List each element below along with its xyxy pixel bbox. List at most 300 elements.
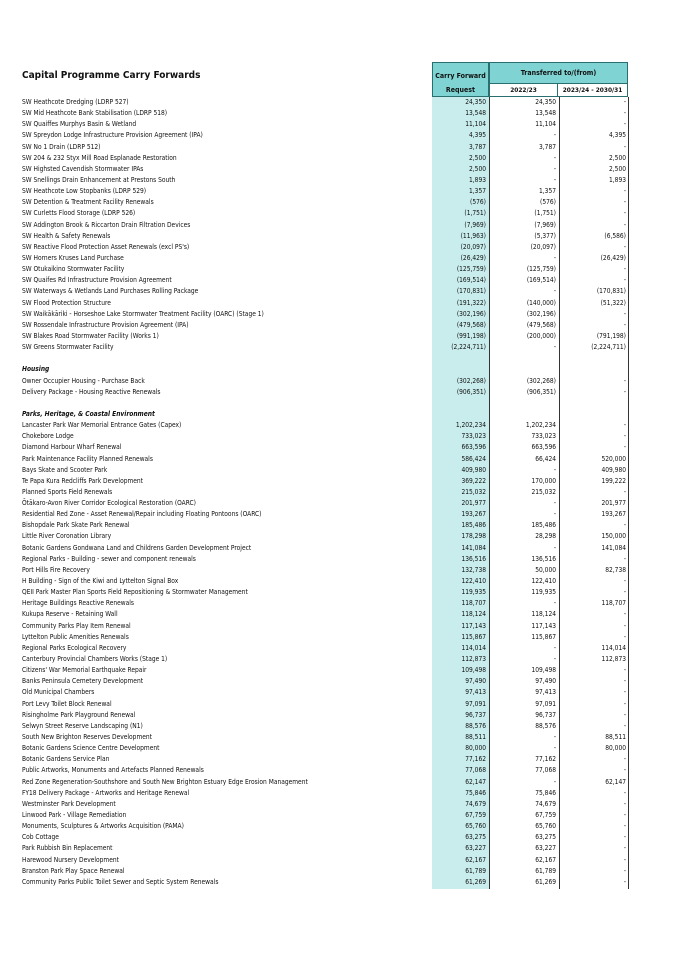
row-transfer-2022-23: 67,759 [535, 811, 556, 819]
row-transfer-2022-23: 136,516 [531, 554, 556, 563]
table-row [0, 765, 675, 776]
row-transfer-2023-31: 80,000 [605, 744, 626, 753]
row-transfer-2023-31: - [623, 610, 626, 619]
row-carry-forward-request: 97,091 [465, 699, 486, 708]
row-transfer-2023-31: - [623, 320, 626, 329]
row-carry-forward-request: 74,679 [465, 799, 486, 808]
row-transfer-2023-31: - [623, 577, 626, 586]
row-transfer-2022-23: 109,498 [531, 666, 556, 675]
row-carry-forward-request: 61,269 [465, 877, 486, 886]
row-transfer-2022-23: 122,410 [531, 577, 556, 586]
row-transfer-2022-23: (302,196) [526, 309, 556, 318]
row-transfer-2022-23: 11,104 [535, 120, 556, 129]
row-carry-forward-request: 63,227 [465, 844, 486, 853]
row-carry-forward-request: 118,707 [461, 599, 486, 608]
row-description: H Building - Sign of the Kiwi and Lyttelton Signal Box [22, 577, 179, 586]
table-row [0, 142, 675, 153]
table-row [0, 721, 675, 732]
table-row [0, 866, 675, 877]
row-description: Residential Red Zone - Asset Renewal/Repair including Floating Pontoons (OARC) [22, 510, 262, 519]
table-row [0, 609, 675, 620]
row-transfer-2022-23: 97,413 [535, 688, 556, 697]
row-description: Cob Cottage [22, 833, 59, 842]
row-transfer-2023-31: (2,224,711) [591, 343, 626, 352]
row-transfer-2023-31: - [623, 877, 626, 886]
header-request-line2: Request [445, 86, 476, 94]
row-description: Linwood Park - Village Remediation [22, 811, 127, 819]
table-row [0, 342, 675, 353]
row-transfer-2023-31: - [623, 265, 626, 274]
table-row [0, 821, 675, 832]
row-carry-forward-request: 185,486 [461, 521, 486, 530]
row-transfer-2022-23: - [553, 599, 556, 608]
row-description: Housing [22, 365, 50, 374]
blank-row [0, 353, 675, 364]
row-transfer-2023-31: - [623, 432, 626, 441]
row-transfer-2023-31: - [623, 98, 626, 106]
row-carry-forward-request: 80,000 [465, 744, 486, 753]
row-carry-forward-request: 13,548 [465, 109, 486, 118]
row-transfer-2023-31: 1,893 [609, 175, 626, 184]
row-carry-forward-request: (302,268) [456, 376, 486, 385]
row-description: SW 204 & 232 Styx Mill Road Esplanade Restoration [22, 153, 177, 162]
table-row [0, 676, 675, 687]
row-description: SW Waterways & Wetlands Land Purchases Rolling Package [22, 287, 199, 296]
row-carry-forward-request: (2,224,711) [451, 343, 486, 352]
row-transfer-2022-23: 61,269 [535, 877, 556, 886]
row-carry-forward-request: (11,963) [460, 231, 486, 240]
row-carry-forward-request: 369,222 [461, 476, 486, 485]
table-row [0, 531, 675, 542]
row-transfer-2023-31: - [623, 487, 626, 496]
row-transfer-2023-31: - [623, 632, 626, 641]
row-transfer-2023-31: - [623, 666, 626, 675]
row-description: Public Artworks, Monuments and Artefacts Planned Renewals [22, 766, 204, 775]
row-transfer-2022-23: (7,969) [534, 220, 556, 229]
row-transfer-2022-23: 88,576 [535, 721, 556, 730]
row-transfer-2022-23: - [553, 131, 556, 140]
table-row [0, 286, 675, 297]
row-transfer-2023-31: 2,500 [609, 153, 626, 162]
row-transfer-2023-31: (26,429) [600, 253, 626, 262]
table-row [0, 665, 675, 676]
row-transfer-2022-23: - [553, 777, 556, 786]
row-description: SW Snellings Drain Enhancement at Prestons South [22, 175, 176, 184]
table-row [0, 208, 675, 219]
row-description: Botanic Gardens Gondwana Land and Childrens Garden Development Project [22, 543, 252, 552]
row-transfer-2023-31: 112,873 [601, 655, 626, 664]
row-carry-forward-request: (7,969) [464, 220, 486, 229]
table-row [0, 621, 675, 632]
row-transfer-2022-23: - [553, 465, 556, 474]
row-transfer-2022-23: (302,268) [526, 376, 556, 385]
row-transfer-2022-23: 63,275 [535, 833, 556, 842]
row-transfer-2023-31: 88,511 [605, 733, 626, 742]
table-row [0, 130, 675, 141]
table-row [0, 153, 675, 164]
row-description: Lyttelton Public Amenities Renewals [22, 632, 129, 641]
row-transfer-2023-31: 4,395 [609, 131, 626, 140]
table-row [0, 877, 675, 888]
table-row [0, 175, 675, 186]
row-description: Port Levy Toilet Block Renewal [22, 699, 112, 708]
row-transfer-2022-23: - [553, 643, 556, 652]
row-transfer-2023-31: 193,267 [601, 510, 626, 519]
row-transfer-2022-23: 96,737 [535, 710, 556, 719]
row-transfer-2022-23: - [553, 744, 556, 753]
row-transfer-2023-31: - [623, 621, 626, 630]
row-transfer-2022-23: (20,097) [530, 242, 556, 251]
table-row [0, 465, 675, 476]
row-description: SW Detention & Treatment Facility Renewals [22, 198, 154, 207]
row-description: Delivery Package - Housing Reactive Renewals [22, 387, 161, 396]
row-description: SW Blakes Road Stormwater Facility (Works 1) [22, 331, 159, 340]
row-carry-forward-request: (906,351) [456, 387, 486, 396]
row-transfer-2023-31: - [623, 822, 626, 831]
table-row [0, 832, 675, 843]
table-row [0, 275, 675, 286]
row-transfer-2023-31: 2,500 [609, 164, 626, 173]
row-transfer-2023-31: - [623, 833, 626, 842]
row-transfer-2023-31: - [623, 688, 626, 697]
row-carry-forward-request: (991,198) [456, 331, 486, 340]
page-title: Capital Programme Carry Forwards [22, 70, 201, 81]
row-transfer-2022-23: (906,351) [526, 387, 556, 396]
row-description: Lancaster Park War Memorial Entrance Gates (Capex) [22, 421, 182, 430]
row-transfer-2023-31: - [623, 588, 626, 597]
row-carry-forward-request: (20,097) [460, 242, 486, 251]
header-2023-31: 2023/24 - 2030/31 [558, 84, 628, 97]
table-row [0, 298, 675, 309]
row-transfer-2023-31: - [623, 677, 626, 686]
table-row [0, 331, 675, 342]
blank-row [0, 398, 675, 409]
row-description: SW Reactive Flood Protection Asset Renewals (excl PS's) [22, 242, 190, 251]
row-carry-forward-request: (191,322) [456, 298, 486, 307]
table-row [0, 164, 675, 175]
row-transfer-2023-31: 201,977 [601, 499, 626, 508]
table-row [0, 576, 675, 587]
row-transfer-2022-23: 170,000 [531, 476, 556, 485]
row-description: Ōtākaro-Avon River Corridor Ecological Restoration (OARC) [22, 499, 196, 508]
row-carry-forward-request: 63,275 [465, 833, 486, 842]
row-description: Parks, Heritage, & Coastal Environment [22, 409, 155, 418]
table-row [0, 420, 675, 431]
row-transfer-2022-23: (479,568) [526, 320, 556, 329]
row-carry-forward-request: 409,980 [461, 465, 486, 474]
row-transfer-2022-23: 215,032 [531, 487, 556, 496]
row-description: South New Brighton Reserves Development [22, 733, 152, 742]
row-description: SW Spreydon Lodge Infrastructure Provision Agreement (IPA) [22, 131, 203, 140]
row-carry-forward-request: 2,500 [469, 164, 486, 173]
row-carry-forward-request: 119,935 [461, 588, 486, 597]
row-carry-forward-request: 77,162 [465, 755, 486, 764]
row-transfer-2022-23: 1,357 [539, 187, 556, 196]
row-description: Chokebore Lodge [22, 432, 74, 441]
row-transfer-2023-31: 150,000 [601, 532, 626, 541]
row-transfer-2023-31: - [623, 721, 626, 730]
table-row [0, 687, 675, 698]
row-description: Canterbury Provincial Chambers Works (Stage 1) [22, 655, 168, 664]
row-description: Westminster Park Development [22, 799, 116, 808]
row-transfer-2022-23: 115,867 [531, 632, 556, 641]
row-carry-forward-request: (125,759) [456, 265, 486, 274]
row-transfer-2023-31: - [623, 376, 626, 385]
table-row [0, 442, 675, 453]
row-transfer-2022-23: - [553, 499, 556, 508]
table-row [0, 587, 675, 598]
row-carry-forward-request: 75,846 [465, 788, 486, 797]
row-transfer-2023-31: - [623, 120, 626, 129]
row-carry-forward-request: 61,789 [465, 866, 486, 875]
row-transfer-2022-23: 3,787 [539, 142, 556, 151]
row-transfer-2022-23: 77,162 [535, 755, 556, 764]
row-transfer-2023-31: - [623, 242, 626, 251]
row-carry-forward-request: 178,298 [461, 532, 486, 541]
row-transfer-2023-31: 409,980 [601, 465, 626, 474]
row-carry-forward-request: 1,893 [469, 175, 486, 184]
row-transfer-2022-23: - [553, 253, 556, 262]
row-carry-forward-request: 77,068 [465, 766, 486, 775]
row-description: Bishopdale Park Skate Park Renewal [22, 521, 130, 530]
row-carry-forward-request: 97,413 [465, 688, 486, 697]
row-description: Te Papa Kura Redcliffs Park Development [22, 476, 143, 485]
row-description: Citizens' War Memorial Earthquake Repair [22, 666, 147, 675]
row-carry-forward-request: (1,751) [464, 209, 486, 218]
row-description: SW Greens Stormwater Facility [22, 343, 114, 352]
carry-forward-request-header [432, 62, 489, 97]
row-description: Regional Parks Ecological Recovery [22, 643, 127, 652]
row-transfer-2022-23: 28,298 [535, 532, 556, 541]
row-description: Old Municipal Chambers [22, 688, 95, 697]
row-description: SW Heathcote Low Stopbanks (LDRP 529) [22, 187, 147, 196]
row-carry-forward-request: 96,737 [465, 710, 486, 719]
row-transfer-2022-23: 13,548 [535, 109, 556, 118]
row-description: QEII Park Master Plan Sports Field Repositioning & Stormwater Management [22, 588, 248, 597]
row-transfer-2023-31: - [623, 109, 626, 118]
row-carry-forward-request: 62,167 [465, 855, 486, 864]
row-transfer-2023-31: - [623, 309, 626, 318]
row-transfer-2022-23: 77,068 [535, 766, 556, 775]
row-carry-forward-request: 141,084 [461, 543, 486, 552]
row-transfer-2023-31: - [623, 799, 626, 808]
table-row [0, 843, 675, 854]
row-transfer-2022-23: (1,751) [534, 209, 556, 218]
row-description: Bays Skate and Scooter Park [22, 465, 108, 474]
table-row [0, 799, 675, 810]
row-transfer-2022-23: 66,424 [535, 454, 556, 463]
table-row [0, 699, 675, 710]
row-carry-forward-request: 215,032 [461, 487, 486, 496]
row-carry-forward-request: 65,760 [465, 822, 486, 831]
row-description: Red Zone Regeneration-Southshore and South New Brighton Estuary Edge Erosion Management [22, 777, 308, 786]
row-description: Park Rubbish Bin Replacement [22, 844, 113, 853]
row-transfer-2022-23: - [553, 510, 556, 519]
table-row [0, 309, 675, 320]
table-row [0, 598, 675, 609]
table-row [0, 431, 675, 442]
row-carry-forward-request: 97,490 [465, 677, 486, 686]
row-transfer-2023-31: 141,084 [601, 543, 626, 552]
row-carry-forward-request: 67,759 [465, 811, 486, 819]
row-description: SW Rossendale Infrastructure Provision Agreement (IPA) [22, 320, 189, 329]
row-carry-forward-request: (26,429) [460, 253, 486, 262]
table-row [0, 554, 675, 565]
row-carry-forward-request: (302,196) [456, 309, 486, 318]
table-row [0, 487, 675, 498]
row-carry-forward-request: (169,514) [456, 276, 486, 285]
row-description: SW Horners Kruses Land Purchase [22, 253, 124, 262]
table-row [0, 476, 675, 487]
row-description: Botanic Gardens Service Plan [22, 755, 110, 764]
row-description: Monuments, Sculptures & Artworks Acquisition (PAMA) [22, 822, 184, 831]
table-row [0, 119, 675, 130]
section-heading-row [0, 409, 675, 420]
row-description: Risingholme Park Playground Renewal [22, 710, 136, 719]
table-row [0, 376, 675, 387]
table-row [0, 509, 675, 520]
row-transfer-2023-31: (6,586) [604, 231, 626, 240]
table-row [0, 97, 675, 108]
row-description: SW Highsted Cavendish Stormwater IPAs [22, 164, 144, 173]
row-carry-forward-request: 11,104 [465, 120, 486, 129]
row-transfer-2022-23: 75,846 [535, 788, 556, 797]
row-description: Heritage Buildings Reactive Renewals [22, 599, 135, 608]
row-description: SW Quaifes Rd Infrastructure Provision Agreement [22, 276, 172, 285]
row-description: SW Waikākāriki - Horseshoe Lake Stormwater Treatment Facility (OARC) (Stage 1) [22, 309, 264, 318]
row-transfer-2023-31: (791,198) [596, 331, 626, 340]
header-request-line1: Carry Forward [435, 72, 486, 80]
row-transfer-2023-31: - [623, 421, 626, 430]
row-transfer-2022-23: - [553, 655, 556, 664]
table-row [0, 543, 675, 554]
row-transfer-2023-31: - [623, 866, 626, 875]
row-description: Kukupa Reserve - Retaining Wall [22, 610, 118, 619]
table-row [0, 810, 675, 821]
row-transfer-2023-31: - [623, 387, 626, 396]
row-carry-forward-request: 62,147 [465, 777, 486, 786]
table-row [0, 743, 675, 754]
row-description: Community Parks Public Toilet Sewer and Septic System Renewals [22, 877, 219, 886]
row-carry-forward-request: 4,395 [469, 131, 486, 140]
row-transfer-2022-23: 118,124 [531, 610, 556, 619]
row-carry-forward-request: 586,424 [461, 454, 486, 463]
row-transfer-2023-31: - [623, 699, 626, 708]
row-transfer-2022-23: (200,000) [526, 331, 556, 340]
row-carry-forward-request: 132,738 [461, 565, 486, 574]
row-description: Regional Parks - Building - sewer and component renewals [22, 554, 196, 563]
row-transfer-2023-31: - [623, 766, 626, 775]
row-transfer-2023-31: - [623, 788, 626, 797]
row-carry-forward-request: 117,143 [461, 621, 486, 630]
table-row [0, 754, 675, 765]
row-transfer-2023-31: (170,831) [596, 287, 626, 296]
row-carry-forward-request: 1,357 [469, 187, 486, 196]
row-transfer-2022-23: - [553, 733, 556, 742]
row-carry-forward-request: 201,977 [461, 499, 486, 508]
row-transfer-2022-23: - [553, 287, 556, 296]
row-description: Port Hills Fire Recovery [22, 565, 90, 574]
row-transfer-2023-31: - [623, 209, 626, 218]
row-carry-forward-request: 663,596 [461, 443, 486, 452]
row-transfer-2023-31: - [623, 855, 626, 864]
row-description: SW No 1 Drain (LDRP 512) [22, 142, 101, 151]
row-transfer-2022-23: - [553, 175, 556, 184]
row-carry-forward-request: 136,516 [461, 554, 486, 563]
row-transfer-2022-23: 185,486 [531, 521, 556, 530]
row-carry-forward-request: 118,124 [461, 610, 486, 619]
table-row [0, 520, 675, 531]
row-carry-forward-request: 2,500 [469, 153, 486, 162]
row-carry-forward-request: (576) [470, 198, 486, 207]
row-description: Park Maintenance Facility Planned Renewals [22, 454, 153, 463]
row-description: SW Addington Brook & Riccarton Drain Filtration Devices [22, 220, 191, 229]
row-carry-forward-request: 88,511 [465, 733, 486, 742]
row-transfer-2023-31: - [623, 220, 626, 229]
row-transfer-2022-23: (576) [540, 198, 556, 207]
row-carry-forward-request: (170,831) [456, 287, 486, 296]
table-row [0, 264, 675, 275]
table-row [0, 197, 675, 208]
transferred-header [489, 62, 628, 97]
row-transfer-2022-23: 733,023 [531, 432, 556, 441]
section-heading-row [0, 364, 675, 375]
row-transfer-2022-23: 65,760 [535, 822, 556, 831]
table-row [0, 788, 675, 799]
row-transfer-2022-23: 117,143 [531, 621, 556, 630]
table-row [0, 242, 675, 253]
row-transfer-2023-31: - [623, 187, 626, 196]
row-carry-forward-request: 122,410 [461, 577, 486, 586]
row-transfer-2022-23: 50,000 [535, 565, 556, 574]
row-description: Harewood Nursery Development [22, 855, 119, 864]
row-transfer-2023-31: - [623, 755, 626, 764]
table-row [0, 855, 675, 866]
row-transfer-2023-31: - [623, 198, 626, 207]
table-row [0, 654, 675, 665]
table-row [0, 454, 675, 465]
row-transfer-2023-31: - [623, 554, 626, 563]
row-description: Branston Park Play Space Renewal [22, 866, 125, 875]
table-row [0, 387, 675, 398]
row-transfer-2023-31: - [623, 710, 626, 719]
row-description: Selwyn Street Reserve Landscaping (N1) [22, 721, 143, 730]
row-transfer-2022-23: 97,490 [535, 677, 556, 686]
row-transfer-2023-31: 114,014 [601, 643, 626, 652]
row-carry-forward-request: 88,576 [465, 721, 486, 730]
row-transfer-2023-31: - [623, 844, 626, 853]
row-transfer-2022-23: 24,350 [535, 98, 556, 106]
row-carry-forward-request: 114,014 [461, 643, 486, 652]
row-transfer-2023-31: 82,738 [605, 565, 626, 574]
row-description: Banks Peninsula Cemetery Development [22, 677, 144, 686]
row-carry-forward-request: 3,787 [469, 142, 486, 151]
row-description: Owner Occupier Housing - Purchase Back [22, 376, 145, 385]
carry-forward-table [0, 97, 675, 888]
row-description: SW Curletts Flood Storage (LDRP 526) [22, 209, 136, 218]
row-transfer-2022-23: 119,935 [531, 588, 556, 597]
row-description: Diamond Harbour Wharf Renewal [22, 443, 122, 452]
row-carry-forward-request: 109,498 [461, 666, 486, 675]
header-2022-23: 2022/23 [489, 84, 558, 97]
table-row [0, 498, 675, 509]
table-row [0, 253, 675, 264]
row-carry-forward-request: 1,202,234 [455, 421, 486, 430]
row-transfer-2023-31: - [623, 443, 626, 452]
table-row [0, 186, 675, 197]
row-description: SW Heathcote Dredging (LDRP 527) [22, 98, 129, 106]
table-row [0, 565, 675, 576]
